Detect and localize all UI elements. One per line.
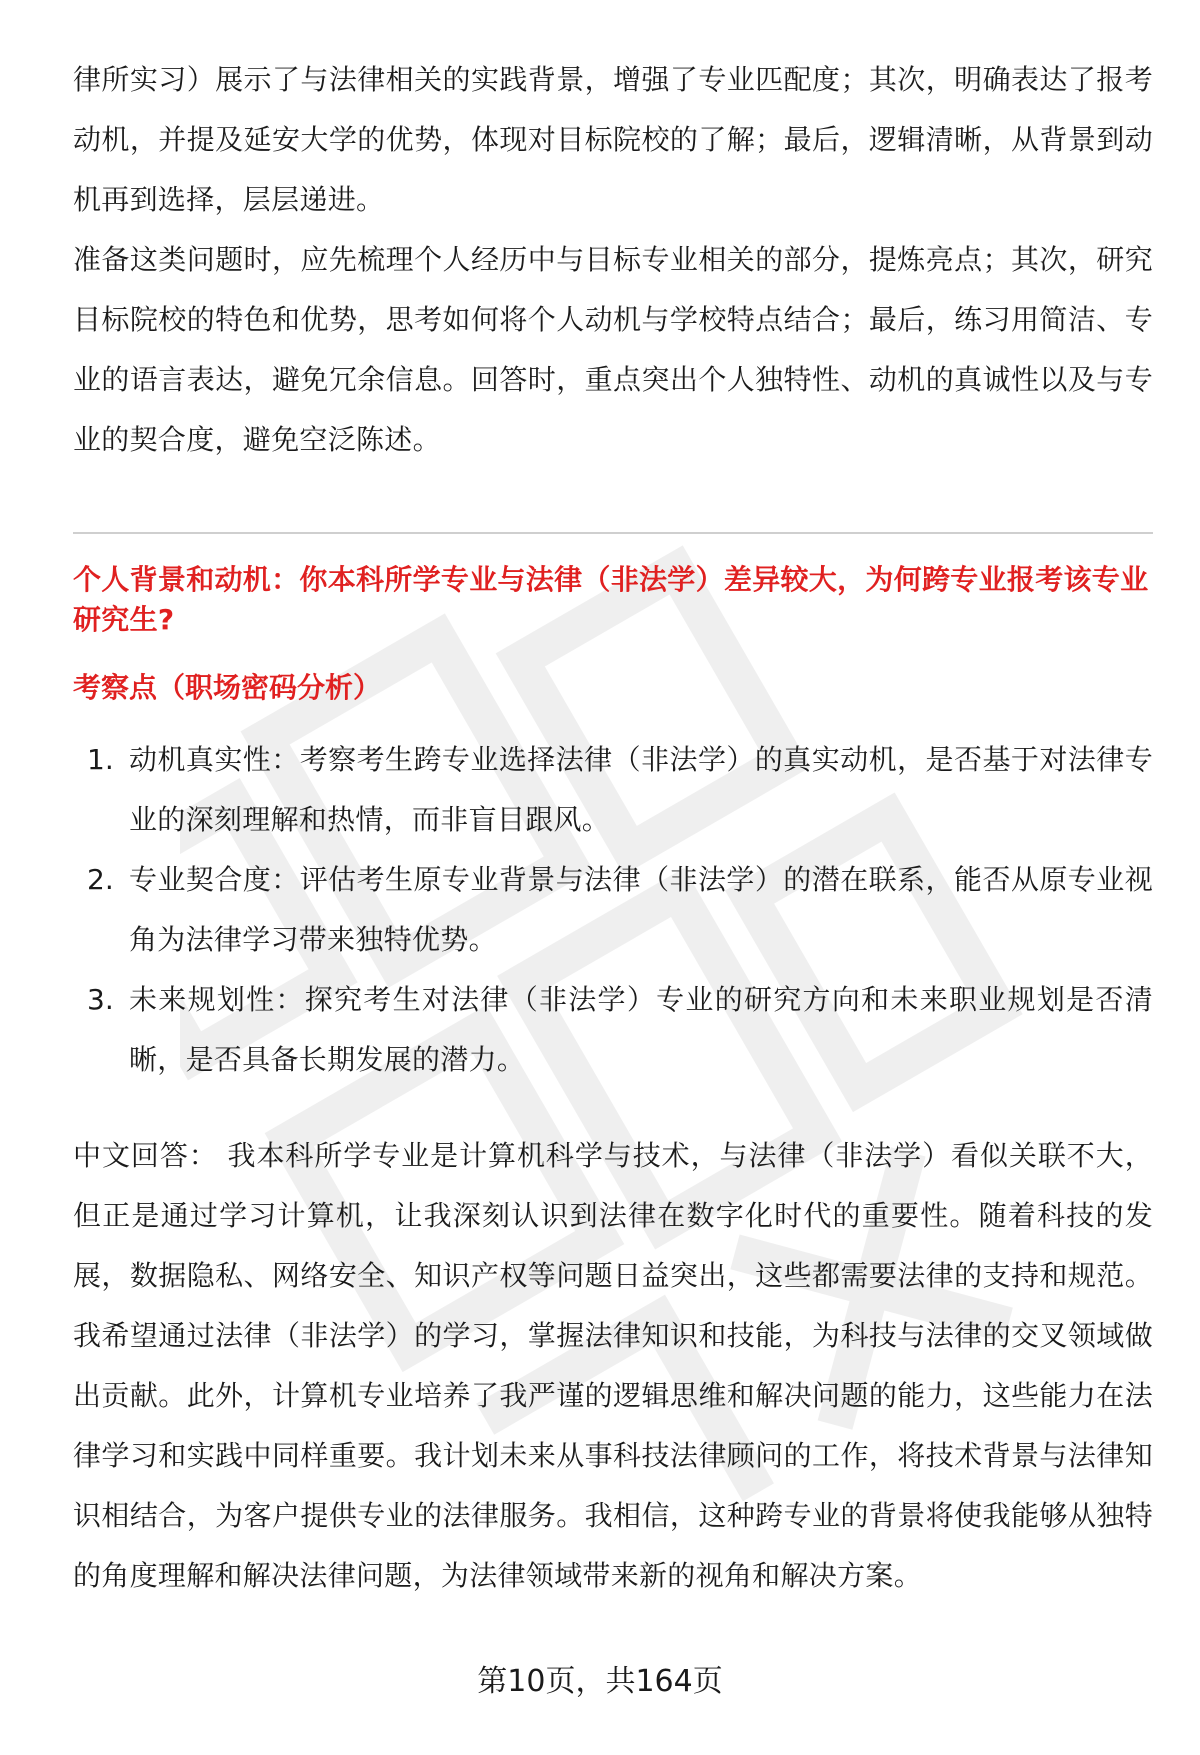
list-item-text: 专业契合度：评估考生原专业背景与法律（非法学）的潜在联系，能否从原专业视角为法律学习带来独特优势。: [129, 863, 1153, 956]
question-title: 个人背景和动机：你本科所学专业与法律（非法学）差异较大，为何跨专业报考该专业研究生?: [73, 563, 1149, 636]
intro-paragraph-2: 准备这类问题时，应先梳理个人经历中与目标专业相关的部分，提炼亮点；其次，研究目标院校的特色和优势，思考如何将个人动机与学校特点结合；最后，练习用简洁、专业的语言表达，避免冗余信息。回答时，重点突出个人独特性、动机的真诚性以及与专业的契合度，避免空泛陈述。: [73, 243, 1153, 456]
intro-paragraph-1: 律所实习）展示了与法律相关的实践背景，增强了专业匹配度；其次，明确表达了报考动机，并提及延安大学的优势，体现对目标院校的了解；最后，逻辑清晰，从背景到动机再到选择，层层递进。: [73, 63, 1153, 216]
list-item: [73, 970, 1153, 1090]
analysis-points-list: [73, 730, 1153, 1090]
list-item-text: 未来规划性：探究考生对法律（非法学）专业的研究方向和未来职业规划是否清晰，是否具备长期发展的潜力。: [129, 983, 1153, 1076]
list-item-text: 动机真实性：考察考生跨专业选择法律（非法学）的真实动机，是否基于对法律专业的深刻理解和热情，而非盲目跟风。: [129, 743, 1153, 836]
section-divider: [73, 532, 1153, 534]
answer-paragraph: 中文回答： 我本科所学专业是计算机科学与技术，与法律（非法学）看似关联不大，但正是通过学习计算机，让我深刻认识到法律在数字化时代的重要性。随着科技的发展，数据隐私、网络安全、知识产权等问题日益突出，这些都需要法律的支持和规范。我希望通过法律（非法学）的学习，掌握法律知识和技能，为科技与法律的交叉领域做出贡献。此外，计算机专业培养了我严谨的逻辑思维和解决问题的能力，这些能力在法律学习和实践中同样重要。我计划未来从事科技法律顾问的工作，将技术背景与法律知识相结合，为客户提供专业的法律服务。我相信，这种跨专业的背景将使我能够从独特的角度理解和解决法律问题，为法律领域带来新的视角和解决方案。: [73, 1139, 1153, 1592]
list-item-number: 1.: [87, 743, 114, 776]
analysis-heading: 考察点（职场密码分析）: [73, 671, 382, 704]
document-page: [73, 50, 1153, 1606]
list-item-number: 2.: [87, 863, 114, 896]
list-item-number: 3.: [87, 983, 114, 1016]
list-item: [73, 850, 1153, 970]
list-item: [73, 730, 1153, 850]
page-number: 第10页，共164页: [477, 1664, 723, 1699]
